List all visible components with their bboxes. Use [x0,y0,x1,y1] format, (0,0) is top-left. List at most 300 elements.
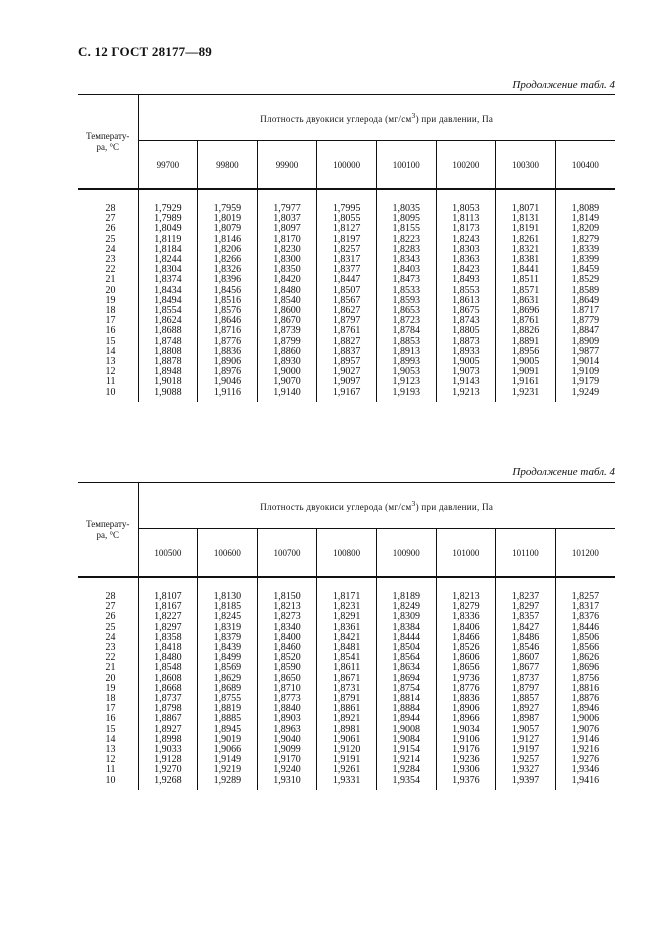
density-value-cell: 1,8384 [376,623,436,633]
density-value-cell: 1,9214 [376,755,436,765]
density-value-cell: 1,8381 [496,255,556,265]
density-value-cell: 1,8427 [496,623,556,633]
pressure-column-header: 100900 [376,529,436,578]
density-value-cell: 1,8167 [138,602,198,612]
density-value-cell: 1,9170 [257,755,317,765]
density-value-cell: 1,9000 [257,367,317,377]
spacer-cell [78,786,138,790]
spacer-cell [496,577,556,592]
temperature-header [78,483,138,578]
density-value-cell: 1,9240 [257,765,317,775]
table-body [78,577,615,790]
temperature-cell: 17 [78,316,138,326]
density-value-cell: 1,7959 [198,204,258,214]
temperature-cell: 15 [78,725,138,735]
density-value-cell: 1,8379 [198,633,258,643]
density-value-cell: 1,8670 [257,316,317,326]
density-value-cell: 1,8321 [496,245,556,255]
density-value-cell: 1,9076 [571,723,600,735]
temperature-cell: 27 [78,602,138,612]
density-value-cell: 1,9257 [496,755,556,765]
density-value-cell: 1,8696 [496,306,556,316]
density-value-cell: 1,8266 [198,255,258,265]
density-value-cell: 1,8885 [198,714,258,724]
density-value-cell: 1,8566 [571,642,600,654]
spacer-cell [376,398,436,402]
density-value-cell: 1,9219 [198,765,258,775]
density-value-cell: 1,8150 [257,592,317,602]
density-value-cell: 1,8891 [496,337,556,347]
temperature-cell: 27 [78,214,138,224]
temperature-cell: 18 [78,694,138,704]
density-value-cell: 1,8761 [496,316,556,326]
density-value-cell: 1,8113 [436,214,496,224]
density-value-cell: 1,8857 [496,694,556,704]
spacer-cell [496,398,556,402]
density-value-cell: 1,9128 [138,755,198,765]
spacer-cell [317,577,377,592]
spacer-cell [138,786,198,790]
density-value-cell: 1,8257 [571,591,600,602]
density-value-cell: 1,8526 [436,643,496,653]
density-value-cell: 1,8223 [376,235,436,245]
pressure-column-header: 100500 [138,529,198,578]
temperature-cell: 28 [78,592,138,602]
density-value-cell: 1,8466 [436,633,496,643]
density-value-cell: 1,8317 [571,601,600,613]
density-value-cell: 1,9331 [317,776,377,786]
density-value-cell: 1,8878 [138,357,198,367]
density-value-cell: 1,8847 [571,325,600,337]
density-value-cell: 1,8441 [496,265,556,275]
density-value-cell: 1,9268 [138,776,198,786]
density-value-cell: 1,9877 [571,345,600,357]
table-row [78,388,615,398]
density-value-cell: 1,8754 [376,684,436,694]
density-value-cell: 1,8737 [496,674,556,684]
density-value-cell: 1,8853 [376,337,436,347]
density-value-cell: 1,8420 [257,275,317,285]
density-value-cell: 1,8439 [198,643,258,653]
density-value-cell: 1,8930 [257,357,317,367]
spacer-cell [198,786,258,790]
density-value-cell: 1,8493 [436,275,496,285]
spacer-cell [257,786,317,790]
density-value-cell: 1,8624 [138,316,198,326]
density-value-cell: 1,9284 [376,765,436,775]
spacer-cell [555,398,615,402]
density-value-cell: 1,8119 [138,235,198,245]
density-value-cell: 1,8884 [376,704,436,714]
density-value-cell: 1,8546 [496,643,556,653]
density-value-cell: 1,8671 [317,674,377,684]
density-value-cell: 1,8400 [257,633,317,643]
temperature-cell: 13 [78,745,138,755]
density-value-cell: 1,9127 [496,735,556,745]
density-value-cell: 1,8107 [138,592,198,602]
pressure-group-header [138,483,615,529]
pressure-column-header: 101200 [555,529,615,578]
temperature-cell: 16 [78,714,138,724]
density-value-cell: 1,8249 [376,602,436,612]
density-value-cell: 1,9397 [496,776,556,786]
density-value-cell: 1,8460 [257,643,317,653]
density-value-cell: 1,8689 [198,684,258,694]
density-value-cell: 1,8480 [138,653,198,663]
temperature-cell: 19 [78,684,138,694]
density-value-cell: 1,8634 [376,663,436,673]
spacer-cell [138,577,198,592]
pressure-column-header: 101100 [496,529,556,578]
density-value-cell: 1,8357 [496,612,556,622]
density-value-cell: 1,8434 [138,286,198,296]
density-value-cell: 1,9106 [436,735,496,745]
density-value-cell: 1,8798 [138,704,198,714]
temperature-cell: 12 [78,367,138,377]
spacer-cell [496,786,556,790]
density-value-cell: 1,8459 [571,264,600,276]
density-value-cell: 1,9057 [496,725,556,735]
density-value-cell: 1,9270 [138,765,198,775]
density-value-cell: 1,9216 [571,744,600,756]
density-value-cell: 1,8303 [436,245,496,255]
density-value-cell: 1,9140 [257,388,317,398]
density-value-cell: 1,8191 [496,224,556,234]
spacer-cell [436,577,496,592]
density-value-cell: 1,8326 [198,265,258,275]
spacer-row [78,577,615,592]
density-value-cell: 1,8569 [198,663,258,673]
temperature-cell: 22 [78,265,138,275]
density-value-cell: 1,8779 [571,315,600,327]
density-value-cell: 1,8608 [138,674,198,684]
density-value-cell: 1,9018 [138,377,198,387]
page-header: С. 12 ГОСТ 28177—89 [78,44,212,59]
density-value-cell: 1,8791 [317,694,377,704]
density-value-cell: 1,8867 [138,714,198,724]
density-value-cell: 1,8406 [436,623,496,633]
density-value-cell: 1,8499 [198,653,258,663]
density-value-cell: 1,8993 [376,357,436,367]
density-value-cell: 1,8131 [496,214,556,224]
density-value-cell: 1,8589 [571,284,600,296]
density-value-cell: 1,9005 [496,357,556,367]
density-value-cell: 1,8456 [198,286,258,296]
density-value-cell: 1,8906 [436,704,496,714]
pressure-column-header: 99900 [257,141,317,190]
density-value-cell: 1,8486 [496,633,556,643]
density-value-cell: 1,8227 [138,612,198,622]
density-value-cell: 1.8717 [571,305,600,317]
density-value-cell: 1,8533 [376,286,436,296]
density-value-cell: 1,8336 [436,612,496,622]
density-value-cell: 1,8209 [571,223,600,235]
density-value-cell: 1,9091 [496,367,556,377]
density-value-cell: 1,8019 [198,214,258,224]
spacer-cell [555,786,615,790]
density-value-cell: 1,8755 [198,694,258,704]
density-value-cell: 1,8319 [198,623,258,633]
pressure-group-header-prefix: Плотность двуокиси углерода (мг/см [260,114,412,124]
density-value-cell: 1,8653 [376,306,436,316]
density-value-cell: 1,8340 [257,623,317,633]
density-value-cell: 1,9176 [436,745,496,755]
density-value-cell: 1,9154 [376,745,436,755]
spacer-cell [317,398,377,402]
temperature-header-line2: ра, °С [96,529,120,540]
density-value-cell: 1,8873 [436,337,496,347]
table-continuation-label: Продолжение табл. 4 [512,79,615,91]
temperature-header-line1: Температу- [86,518,130,529]
density-value-cell: 1,8243 [436,235,496,245]
density-value-cell: 1,8553 [436,286,496,296]
density-value-cell: 1,9116 [198,388,258,398]
density-value-cell: 1,9191 [317,755,377,765]
density-value-cell: 1,8304 [138,265,198,275]
density-value-cell: 1,8037 [257,214,317,224]
density-value-cell: 1,8309 [376,612,436,622]
density-value-cell: 1,8808 [138,347,198,357]
density-value-cell: 1,8206 [198,245,258,255]
density-value-cell: 1,8613 [436,296,496,306]
temperature-cell: 14 [78,347,138,357]
density-value-cell: 1,8696 [571,662,600,674]
density-value-cell: 1,8805 [436,326,496,336]
density-value-cell: 1,8723 [376,316,436,326]
temperature-cell: 11 [78,765,138,775]
spacer-cell [376,189,436,204]
density-value-cell: 1,8446 [571,621,600,633]
density-value-cell: 1,8946 [571,703,600,715]
spacer-cell [138,189,198,204]
density-value-cell: 1,9033 [138,745,198,755]
density-value-cell: 1,8185 [198,602,258,612]
density-value-cell: 1,8963 [257,725,317,735]
density-value-cell: 1,9193 [376,388,436,398]
density-value-cell: 1,8283 [376,245,436,255]
table-continuation-label: Продолжение табл. 4 [512,466,615,478]
density-value-cell: 1,8520 [257,653,317,663]
density-value-cell: 1,8837 [317,347,377,357]
temperature-cell: 10 [78,388,138,398]
density-value-cell: 1,8650 [257,674,317,684]
pressure-column-header: 100200 [436,141,496,190]
spacer-cell [78,189,138,204]
spacer-cell [317,189,377,204]
density-value-cell: 1,9097 [317,377,377,387]
density-value-cell: 1,8421 [317,633,377,643]
density-value-cell: 1,8748 [138,337,198,347]
density-value-cell: 1,9416 [571,774,600,786]
density-value-cell: 1,8976 [198,367,258,377]
density-value-cell: 1,8300 [257,255,317,265]
density-value-cell: 1,8987 [496,714,556,724]
density-value-cell: 1,8966 [436,714,496,724]
density-value-cell: 1,8245 [198,612,258,622]
temperature-cell: 26 [78,612,138,622]
density-value-cell: 1,8656 [436,663,496,673]
density-value-cell: 1,8836 [198,347,258,357]
density-value-cell: 1,8564 [376,653,436,663]
density-value-cell: 1,8481 [317,643,377,653]
density-value-cell: 1,8504 [376,643,436,653]
density-value-cell: 1,8816 [571,682,600,694]
density-value-cell: 1,8291 [317,612,377,622]
density-value-cell: 1,8927 [138,725,198,735]
temperature-cell: 24 [78,245,138,255]
density-value-cell: 1,8447 [317,275,377,285]
density-value-cell: 1,8909 [571,335,600,347]
pressure-group-header [138,95,615,141]
density-value-cell: 1,9306 [436,765,496,775]
density-value-cell: 1,9040 [257,735,317,745]
density-value-cell: 1,9167 [317,388,377,398]
temperature-header-line2: ра, °С [96,141,120,152]
density-value-cell: 1,8903 [257,714,317,724]
density-value-cell: 1,8053 [436,204,496,214]
pressure-column-header: 101000 [436,529,496,578]
density-value-cell: 1,8590 [257,663,317,673]
temperature-cell: 26 [78,224,138,234]
density-value-cell: 1,8826 [496,326,556,336]
density-value-cell: 1,8649 [571,294,600,306]
density-value-cell: 1,8173 [436,224,496,234]
density-value-cell: 1,8606 [436,653,496,663]
density-value-cell: 1,8921 [317,714,377,724]
pressure-column-header: 100800 [317,529,377,578]
density-value-cell: 1,8593 [376,296,436,306]
spacer-cell [555,577,615,592]
spacer-cell [78,398,138,402]
density-value-cell: 1,8571 [496,286,556,296]
density-value-cell: 1,9066 [198,745,258,755]
density-value-cell: 1,9161 [496,377,556,387]
density-value-cell: 1,8079 [198,224,258,234]
temperature-header-line1: Температу- [86,130,130,141]
temperature-cell: 12 [78,755,138,765]
density-value-cell: 1,8677 [496,663,556,673]
density-value-cell: 1,9008 [376,725,436,735]
temperature-cell: 10 [78,776,138,786]
density-value-cell: 1,8444 [376,633,436,643]
density-value-cell: 1,8189 [376,592,436,602]
temperature-cell: 15 [78,337,138,347]
density-value-cell: 1,9354 [376,776,436,786]
density-value-cell: 1,8716 [198,326,258,336]
density-value-cell: 1,8611 [317,663,377,673]
density-value-cell: 1,8956 [496,347,556,357]
density-value-cell: 1,8339 [571,243,600,255]
density-table-1 [78,94,615,402]
density-value-cell: 1,9123 [376,377,436,387]
density-value-cell: 1,9019 [198,735,258,745]
density-value-cell: 1,8944 [376,714,436,724]
temperature-cell: 19 [78,296,138,306]
spacer-cell [78,577,138,592]
pressure-column-header: 100700 [257,529,317,578]
density-value-cell: 1,8840 [257,704,317,714]
spacer-cell [376,577,436,592]
spacer-cell [555,189,615,204]
temperature-cell: 25 [78,623,138,633]
density-value-cell: 1,8540 [257,296,317,306]
density-value-cell: 1,8257 [317,245,377,255]
density-value-cell: 1,8710 [257,684,317,694]
density-value-cell: 1,8377 [317,265,377,275]
density-value-cell: 1,8374 [138,275,198,285]
density-value-cell: 1,8797 [496,684,556,694]
spacer-cell [496,189,556,204]
density-value-cell: 1,9143 [436,377,496,387]
density-value-cell: 1,8627 [317,306,377,316]
density-value-cell: 1,8819 [198,704,258,714]
density-value-cell: 1,8554 [138,306,198,316]
density-value-cell: 1,8607 [496,653,556,663]
spacer-cell [317,786,377,790]
density-value-cell: 1,8981 [317,725,377,735]
density-value-cell: 1,8957 [317,357,377,367]
spacer-row [78,189,615,204]
density-value-cell: 1,9088 [138,388,198,398]
temperature-cell: 17 [78,704,138,714]
table-body [78,189,615,402]
density-value-cell: 1,8317 [317,255,377,265]
density-value-cell: 1,8097 [257,224,317,234]
pressure-group-header-prefix: Плотность двуокиси углерода (мг/см [260,502,412,512]
density-value-cell: 1,8600 [257,306,317,316]
density-value-cell: 1,8095 [376,214,436,224]
density-value-cell: 1,8418 [138,643,198,653]
density-value-cell: 1,8906 [198,357,258,367]
density-value-cell: 1,8629 [198,674,258,684]
density-value-cell: 1,8860 [257,347,317,357]
density-value-cell: 1,8827 [317,337,377,347]
density-value-cell: 1,9006 [571,713,600,725]
density-value-cell: 1,8423 [436,265,496,275]
spacer-cell [436,786,496,790]
density-value-cell: 1,8945 [198,725,258,735]
spacer-cell [257,189,317,204]
density-value-cell: 1,8688 [138,326,198,336]
density-value-cell: 1,9070 [257,377,317,387]
density-value-cell: 1,7989 [138,214,198,224]
pressure-column-header: 100400 [555,141,615,190]
pressure-header-row [78,529,615,578]
density-value-cell: 1,8814 [376,694,436,704]
density-value-cell: 1,9084 [376,735,436,745]
pressure-column-header: 100000 [317,141,377,190]
density-value-cell: 1,8548 [138,663,198,673]
density-value-cell: 1,8297 [138,623,198,633]
density-value-cell: 1,8403 [376,265,436,275]
density-value-cell: 1,8776 [198,337,258,347]
density-value-cell: 1,8494 [138,296,198,306]
density-value-cell: 1,8279 [436,602,496,612]
density-value-cell: 1,9099 [257,745,317,755]
spacer-cell [198,398,258,402]
table-row [78,776,615,786]
density-value-cell: 1,8049 [138,224,198,234]
density-value-cell: 1,9327 [496,765,556,775]
density-value-cell: 1,9027 [317,367,377,377]
density-value-cell: 1,8055 [317,214,377,224]
density-value-cell: 1,8784 [376,326,436,336]
density-value-cell: 1,9289 [198,776,258,786]
pressure-group-header-suffix: ) при давлении, Па [415,114,494,124]
density-value-cell: 1,8668 [138,684,198,694]
density-value-cell: 1,9261 [317,765,377,775]
density-value-cell: 1,8739 [257,326,317,336]
